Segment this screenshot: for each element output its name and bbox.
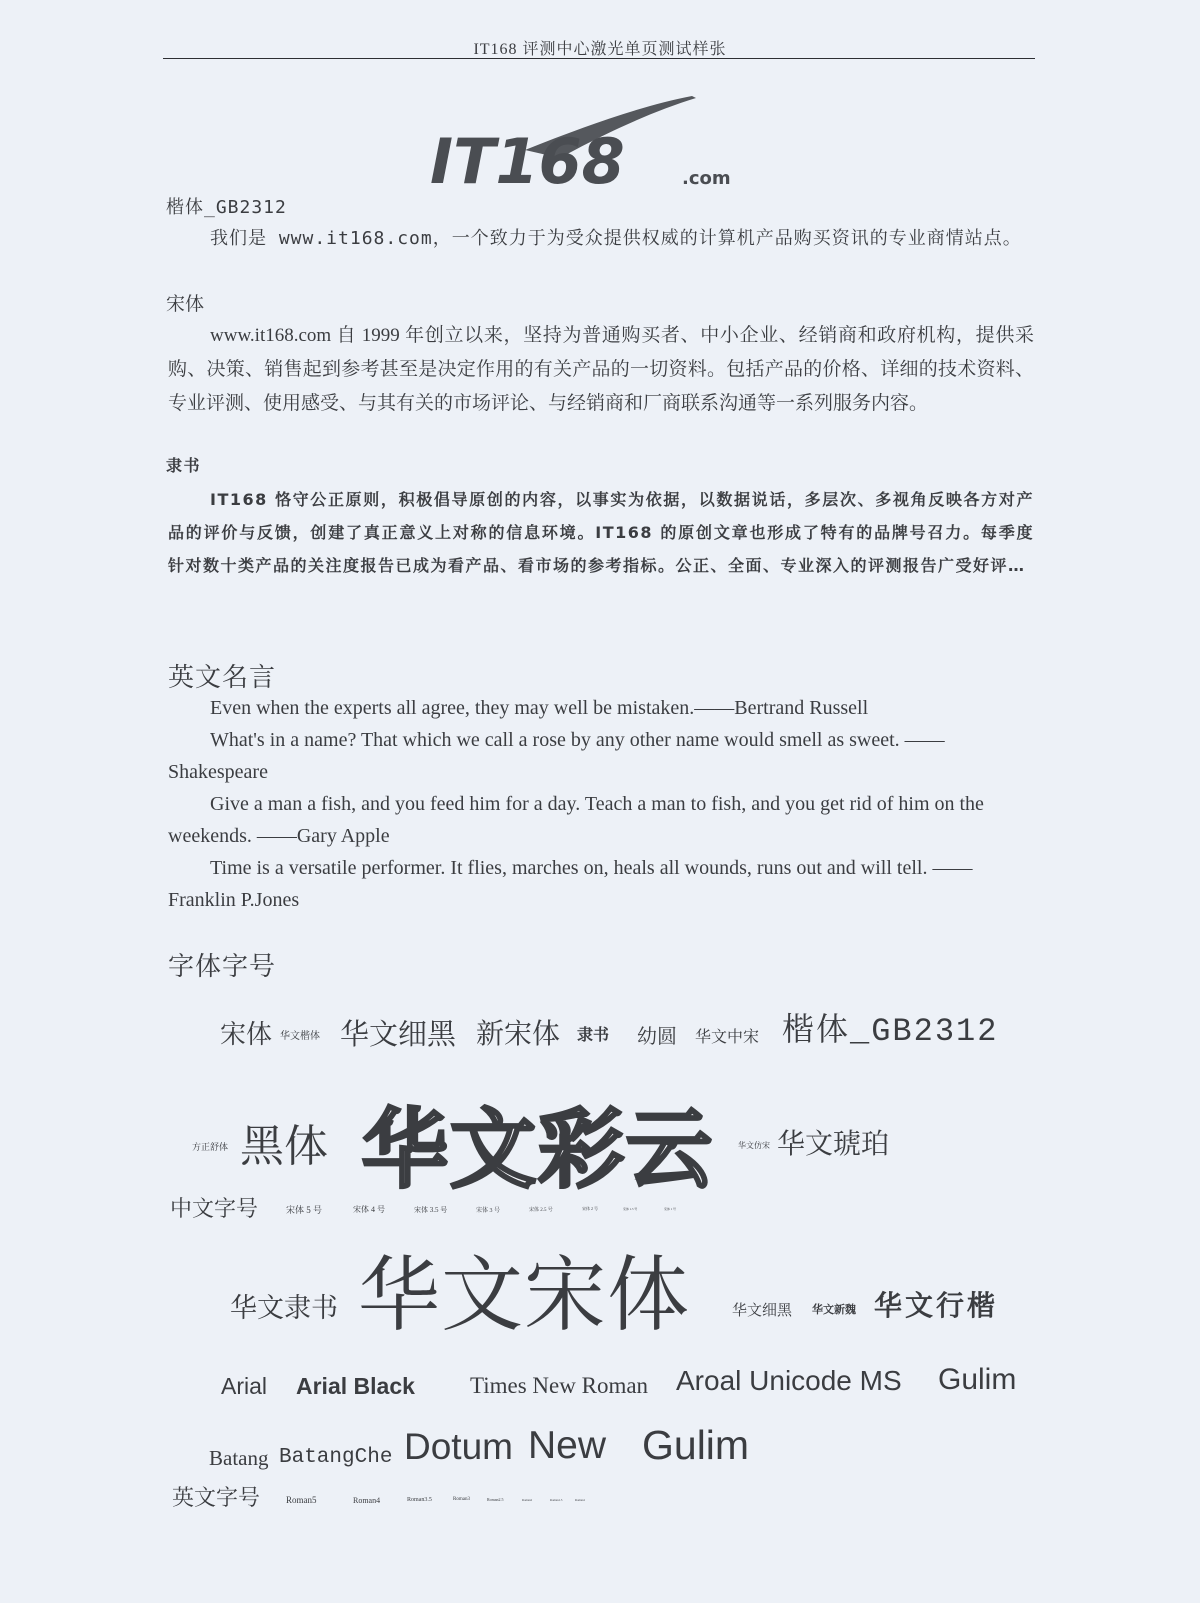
fonts-section-title: 字体字号 bbox=[168, 952, 277, 982]
quote-franklin-jones: Time is a versatile performer. It flies, marches on, heals all wounds, runs out and will tell. ——Franklin P.Jones bbox=[168, 857, 973, 911]
en-size-sample: Roman3 bbox=[453, 1497, 470, 1502]
logo-domain-suffix: .com bbox=[682, 168, 731, 189]
font-sample-xin-songti: 新宋体 bbox=[476, 1019, 561, 1050]
font-sample-heiti: 黑体 bbox=[240, 1122, 328, 1171]
en-size-sample: Roman2.5 bbox=[487, 1497, 504, 1502]
quote-shakespeare: What's in a name? That which we call a rose by any other name would smell as sweet. ——Shakespeare bbox=[168, 729, 945, 783]
font-sample-huawen-zhongsong: 华文中宋 bbox=[695, 1029, 760, 1046]
font-sample-batangche: BatangChe bbox=[279, 1446, 393, 1469]
font-sample-fangzheng-shuti: 方正舒体 bbox=[192, 1142, 229, 1152]
chinese-sizes-label: 中文字号 bbox=[170, 1196, 259, 1221]
en-size-sample: Roman1.5 bbox=[550, 1498, 563, 1502]
font-sample-huawen-xingkai: 华文行楷 bbox=[874, 1291, 999, 1322]
font-sample-huawen-kaiti: 华文楷体 bbox=[280, 1031, 320, 1042]
cn-size-sample: 宋体 2 号 bbox=[582, 1206, 598, 1211]
it168-logo bbox=[430, 88, 770, 198]
cn-size-sample: 宋体 3 号 bbox=[476, 1208, 501, 1214]
font-sample-huawen-lishu: 华文隶书 bbox=[230, 1293, 338, 1323]
font-sample-huawen-xihei-small: 华文细黑 bbox=[732, 1302, 793, 1319]
cn-size-sample: 宋体 3.5 号 bbox=[414, 1206, 448, 1214]
font-sample-huawen-songti: 华文宋体 bbox=[358, 1250, 691, 1341]
font-sample-huawen-xihei: 华文细黑 bbox=[340, 1019, 457, 1051]
en-size-sample: Roman5 bbox=[286, 1495, 317, 1505]
font-sample-lishu: 隶书 bbox=[577, 1027, 610, 1044]
font-sample-kaiti-gb2312: 楷体_GB2312 bbox=[782, 1013, 999, 1050]
font-sample-huawen-xinwei: 华文新魏 bbox=[812, 1304, 856, 1316]
quote-gary-apple: Give a man a fish, and you feed him for a day. Teach a man to fish, and you get rid of him on the weekends. ——Gary Apple bbox=[168, 793, 984, 847]
font-sample-batang: Batang bbox=[209, 1446, 269, 1470]
cn-size-sample: 宋体 1.5 号 bbox=[623, 1207, 638, 1211]
cn-size-sample: 宋体 2.5 号 bbox=[529, 1208, 553, 1213]
en-size-sample: Roman2 bbox=[522, 1498, 533, 1502]
header-rule bbox=[163, 58, 1035, 59]
font-sample-arial-black: Arial Black bbox=[296, 1373, 415, 1399]
font-sample-times-new-roman: Times New Roman bbox=[470, 1373, 649, 1398]
quote-russell: Even when the experts all agree, they may well be mistaken.——Bertrand Russell bbox=[210, 697, 869, 719]
en-size-sample: Roman1 bbox=[575, 1498, 586, 1502]
font-sample-new: New bbox=[528, 1424, 607, 1467]
en-size-sample: Roman4 bbox=[353, 1496, 381, 1505]
cn-size-sample: 宋体 5 号 bbox=[286, 1205, 323, 1215]
font-sample-youyuan: 幼圆 bbox=[637, 1026, 677, 1048]
kaiti-label: 楷体_GB2312 bbox=[166, 197, 287, 218]
logo-wordmark: IT168 bbox=[430, 125, 625, 198]
lishu-label: 隶书 bbox=[166, 456, 202, 475]
font-sample-new-gulim: Gulim bbox=[642, 1422, 750, 1468]
page-header-title: IT168 评测中心激光单页测试样张 bbox=[473, 41, 727, 58]
lishu-paragraph: IT168 恪守公正原则，积极倡导原创的内容，以事实为依据，以数据说话，多层次、多视角反映各方对产品的评价与反馈，创建了真正意义上对称的信息环境。IT168 的原创文章也形成了特有的品牌号召力。每季度针对数十类产品的关注度报告已成为看产品、看市场的参考指标。公正、全面、专业深入的评测报告广受好评… bbox=[168, 490, 1034, 575]
cn-size-sample: 宋体 1 号 bbox=[664, 1207, 677, 1211]
kaiti-paragraph: 我们是 www.it168.com，一个致力于为受众提供权威的计算机产品购买资讯的专业商情站点。 bbox=[210, 228, 1022, 249]
font-sample-dotum: Dotum bbox=[404, 1426, 513, 1467]
font-sample-arial: Arial bbox=[221, 1373, 268, 1399]
songti-label: 宋体 bbox=[166, 294, 205, 315]
english-sizes-label: 英文字号 bbox=[172, 1485, 261, 1510]
quotes-list bbox=[168, 692, 1034, 916]
en-size-sample: Roman3.5 bbox=[407, 1497, 432, 1503]
font-sample-songti: 宋体 bbox=[220, 1020, 273, 1049]
font-sample-huawen-fangsong: 华文仿宋 bbox=[738, 1141, 770, 1150]
font-sample-arial-unicode-ms: Aroal Unicode MS bbox=[676, 1365, 902, 1396]
font-sample-gulim: Gulim bbox=[938, 1363, 1017, 1396]
songti-paragraph: www.it168.com 自 1999 年创立以来，坚持为普通购买者、中小企业、经销商和政府机构，提供采购、决策、销售起到参考甚至是决定作用的有关产品的一切资料。包括产品的价格、详细的技术资料、专业评测、使用感受、与其有关的市场评论、与经销商和厂商联系沟通等一系列服务内容。 bbox=[168, 325, 1034, 414]
font-sample-huawen-caiyun: 华文彩云 bbox=[362, 1102, 714, 1198]
cn-size-sample: 宋体 4 号 bbox=[353, 1205, 385, 1214]
font-sample-huawen-hupo: 华文琥珀 bbox=[777, 1129, 890, 1160]
quotes-section-title: 英文名言 bbox=[168, 663, 277, 693]
